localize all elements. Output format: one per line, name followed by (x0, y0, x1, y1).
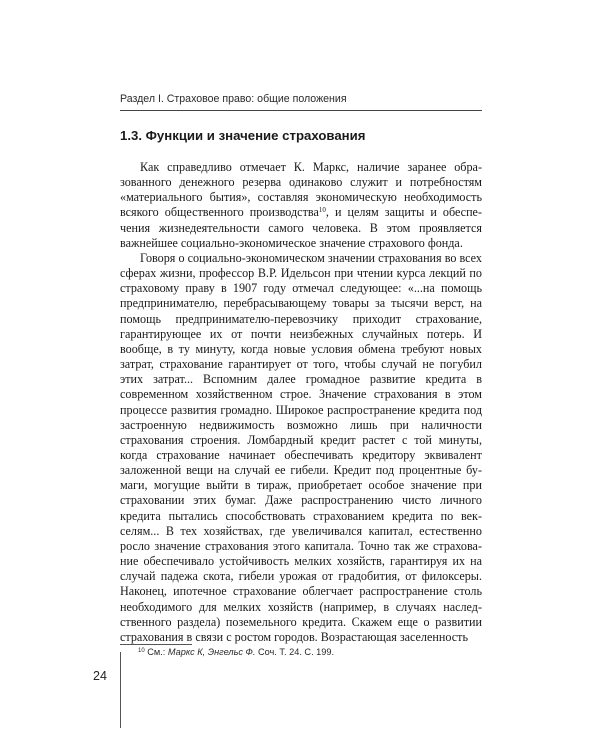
footnote-prefix: См.: (147, 647, 168, 657)
footnote (138, 647, 334, 657)
paragraph-1-text-b: , и целям защиты и обеспечения жизнедеятельности самого человека. В этом проявляется важнейшее социально-экономическое значение страхового фонда. (120, 205, 482, 250)
footnote-divider (120, 644, 192, 645)
footnote-number: 10 (138, 648, 145, 654)
page-number: 24 (93, 669, 107, 683)
footnote-reference[interactable]: 10 (318, 206, 326, 215)
footnote-source: Соч. Т. 24. С. 199. (255, 647, 335, 657)
footnote-authors: Маркс К, Энгельс Ф. (167, 647, 256, 657)
margin-rule (120, 652, 121, 728)
running-header: Раздел I. Страховое право: общие положения (120, 93, 347, 105)
paragraph-1 (120, 160, 482, 251)
paragraph-2: Говоря о социально-экономическом значении страхования во всех сферах жизни, профессор В.Р. Идельсон при чтении курса лекций по страховому праву в 1907 году отмечал следующее: «...на помощь предпринимателю, перебрасывающему товары за тысячи верст, на помощь предпринимателю-перевозчику приходит страхование, гарантирующее их от почти неизбежных случайных потерь. И вообще, в ту минуту, когда новые условия обмена требуют новых затрат, страхование гарантирует от того, чтобы случай не погубил этих затрат... Вспомним далее громадное развитие кредита в современном хозяйственном строе. Значение страхования в этом процессе развития громадно. Широкое распространение кредита под застроенную недвижимость возможно лишь при наличности страхования строения. Ломбардный кредит растет с той минуты, когда страхование начинает обеспечивать кредитору эквивалент заложенной вещи на случай ее гибели. Кредит под процентные бумаги, могущие выйти в тираж, приобретает особое значение при страховании этих бумаг. Даже распространению чисто личного кредита пытались способствовать страхованием кредита по векселям... В тех хозяйствах, где увеличивался капитал, естественно росло значение страхования этого капитала. Точно так же страхование обеспечивало устойчивость мелких хозяйств, гарантируя их на случай падежа скота, гибели урожая от градобития, от филоксеры. Наконец, ипотечное страхование облегчает распространение столь необходимого для мелких хозяйств (например, в случаях наследственного раздела) поземельного кредита. Скажем еще о развитии страхования в связи с ростом городов. Возрастающая заселенность (120, 250, 482, 644)
header-divider (120, 110, 482, 111)
paragraph-1-text-a: Как справедливо отмечает К. Маркс, наличие заранее образованного денежного резерва одинаково служит и потребностям «материального бытия», составляя экономическую необходимость всякого общественного производства (120, 160, 482, 220)
body-text (120, 160, 482, 645)
section-title: 1.3. Функции и значение страхования (120, 128, 366, 143)
